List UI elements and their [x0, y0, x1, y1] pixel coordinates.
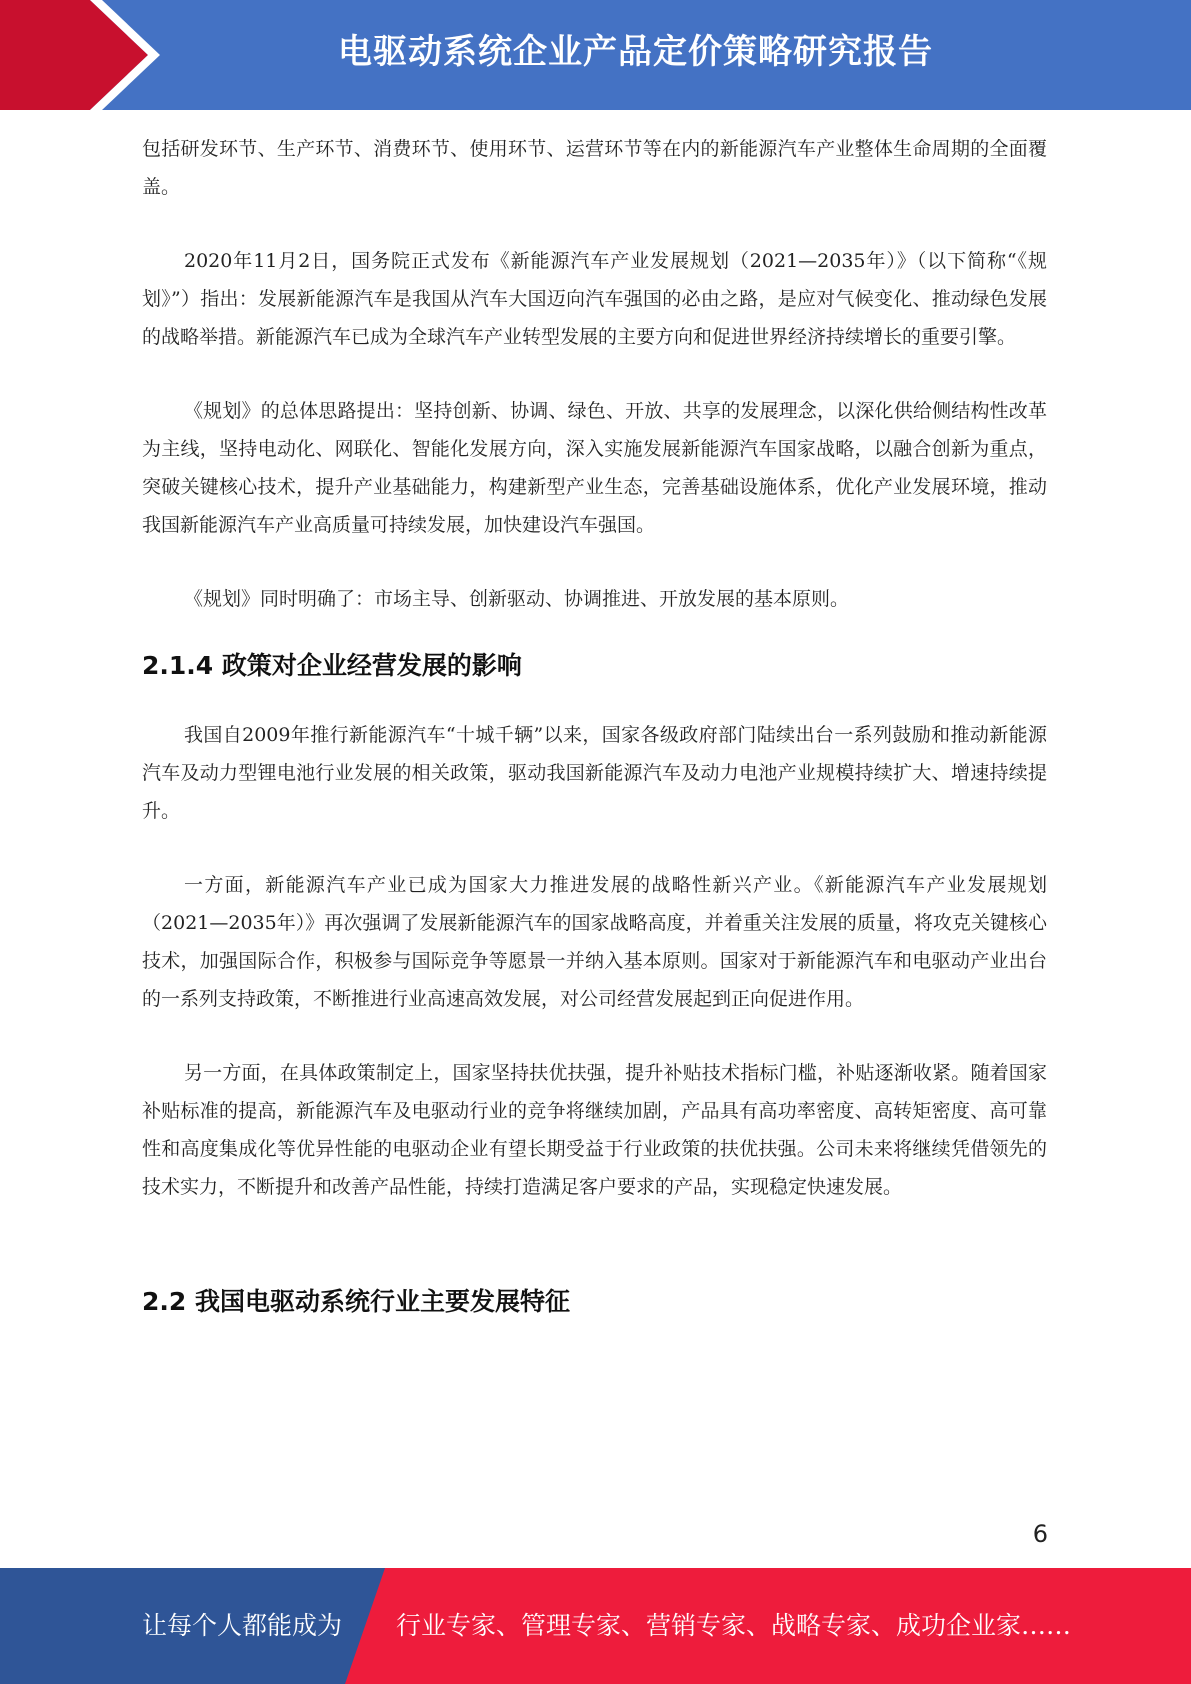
section-heading: 2.2 我国电驱动系统行业主要发展特征 [142, 1287, 570, 1316]
page-header [0, 0, 1191, 110]
paragraph: 《规划》同时明确了：市场主导、创新驱动、协调推进、开放发展的基本原则。 [184, 588, 850, 610]
paragraph: 2020年11月2日，国务院正式发布《新能源汽车产业发展规划（2021—2035年）》（以下简称“《规划》”）指出：发展新能源汽车是我国从汽车大国迈向汽车强国的必由之路，是应对气候变化、推动绿色发展的战略举措。新能源汽车已成为全球汽车产业转型发展的主要方向和促进世界经济持续增长的重要引擎。 [142, 250, 1047, 348]
section-heading: 2.1.4 政策对企业经营发展的影响 [142, 651, 522, 680]
page-number: 6 [1032, 1520, 1048, 1548]
footer-slogan-left: 让每个人都能成为 [142, 1611, 343, 1640]
paragraph: 包括研发环节、生产环节、消费环节、使用环节、运营环节等在内的新能源汽车产业整体生命周期的全面覆盖。 [142, 138, 1047, 198]
paragraph: 我国自2009年推行新能源汽车“十城千辆”以来，国家各级政府部门陆续出台一系列鼓励和推动新能源汽车及动力型锂电池行业发展的相关政策，驱动我国新能源汽车及动力电池产业规模持续扩大、增速持续提升。 [142, 724, 1047, 822]
footer-slogan-right: 行业专家、管理专家、营销专家、战略专家、成功企业家…… [396, 1611, 1072, 1640]
report-title: 电驱动系统企业产品定价策略研究报告 [338, 32, 933, 72]
paragraph: 《规划》的总体思路提出：坚持创新、协调、绿色、开放、共享的发展理念，以深化供给侧结构性改革为主线，坚持电动化、网联化、智能化发展方向，深入实施发展新能源汽车国家战略，以融合创新为重点，突破关键核心技术，提升产业基础能力，构建新型产业生态，完善基础设施体系，优化产业发展环境，推动我国新能源汽车产业高质量可持续发展，加快建设汽车强国。 [142, 400, 1047, 536]
paragraph: 一方面，新能源汽车产业已成为国家大力推进发展的战略性新兴产业。《新能源汽车产业发展规划（2021—2035年）》再次强调了发展新能源汽车的国家战略高度，并着重关注发展的质量，将攻克关键核心技术，加强国际合作，积极参与国际竞争等愿景一并纳入基本原则。国家对于新能源汽车和电驱动产业出台的一系列支持政策，不断推进行业高速高效发展，对公司经营发展起到正向促进作用。 [142, 874, 1047, 1010]
page-content [142, 130, 1047, 1322]
page-footer [0, 1568, 1191, 1684]
paragraph: 另一方面，在具体政策制定上，国家坚持扶优扶强，提升补贴技术指标门槛，补贴逐渐收紧。随着国家补贴标准的提高，新能源汽车及电驱动行业的竞争将继续加剧，产品具有高功率密度、高转矩密度、高可靠性和高度集成化等优异性能的电驱动企业有望长期受益于行业政策的扶优扶强。公司未来将继续凭借领先的技术实力，不断提升和改善产品性能，持续打造满足客户要求的产品，实现稳定快速发展。 [142, 1062, 1047, 1198]
